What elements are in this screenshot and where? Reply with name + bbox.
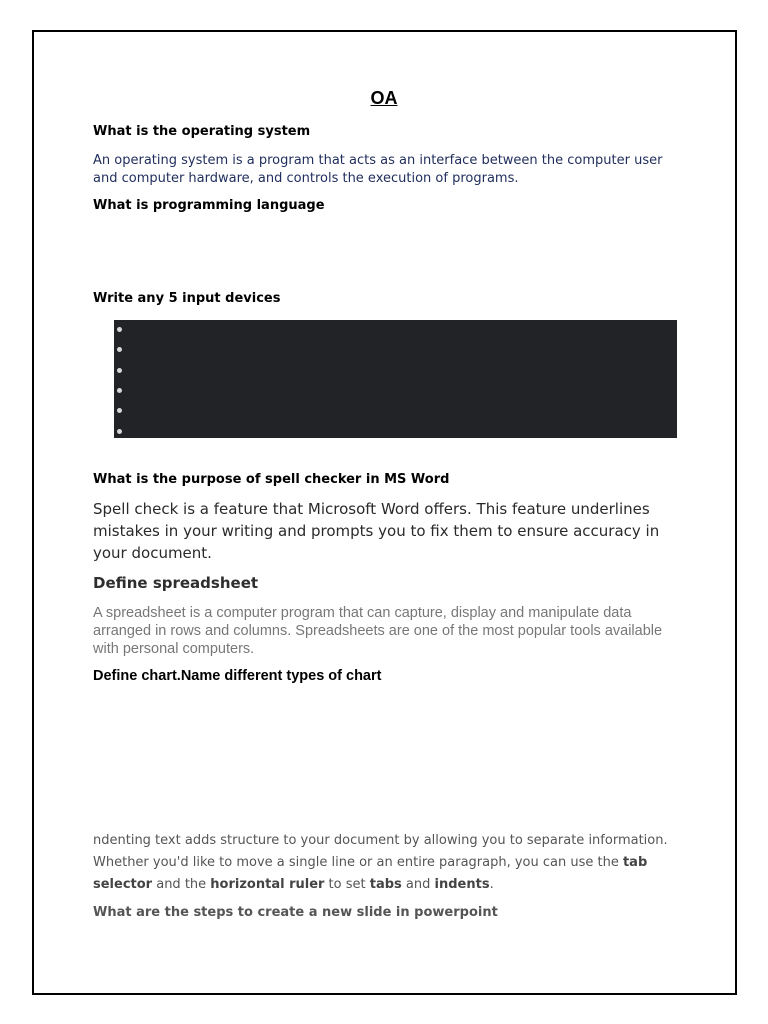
question-spell-checker: What is the purpose of spell checker in MS Word (93, 472, 450, 487)
indenting-text-part: and (401, 877, 435, 892)
question-powerpoint-slide: What are the steps to create a new slide in powerpoint (93, 905, 498, 920)
input-devices-list-box (114, 320, 677, 438)
question-input-devices: Write any 5 input devices (93, 291, 281, 306)
question-spreadsheet: Define spreadsheet (93, 574, 259, 592)
answer-spell-checker: Spell check is a feature that Microsoft Word offers. This feature underlines mistakes in your writing and prompts you to fix them to ensure accuracy in your document. (93, 500, 660, 562)
indenting-text-part: and the (152, 877, 211, 892)
tab-selector-bold: tab selector (93, 855, 648, 892)
indenting-text-part: ndenting text adds structure to your document by allowing you to separate information. Whether you'd like to move a single line or an entire paragraph, you can use the (93, 833, 668, 870)
document-title: OA (370, 88, 398, 108)
tabs-bold: tabs (369, 877, 402, 892)
indenting-text-part: to set (324, 877, 370, 892)
answer-spreadsheet: A spreadsheet is a computer program that can capture, display and manipulate data arranged in rows and columns. Spreadsheets are one of the most popular tools available with personal computers. (93, 605, 663, 657)
bullet-point (117, 327, 122, 332)
indenting-paragraph (93, 830, 683, 896)
question-chart: Define chart.Name different types of chart (93, 668, 382, 684)
bullet-point (117, 368, 122, 373)
bullet-point (117, 408, 122, 413)
bullet-point (117, 347, 122, 352)
question-programming-language: What is programming language (93, 198, 325, 213)
answer-operating-system: An operating system is a program that acts as an interface between the computer user and computer hardware, and controls the execution of programs. (93, 153, 663, 186)
bullet-point (117, 388, 122, 393)
question-operating-system: What is the operating system (93, 124, 311, 139)
indenting-text-part: . (489, 877, 494, 892)
indents-bold: indents (434, 877, 490, 892)
bullet-point (117, 429, 122, 434)
horizontal-ruler-bold: horizontal ruler (210, 877, 325, 892)
